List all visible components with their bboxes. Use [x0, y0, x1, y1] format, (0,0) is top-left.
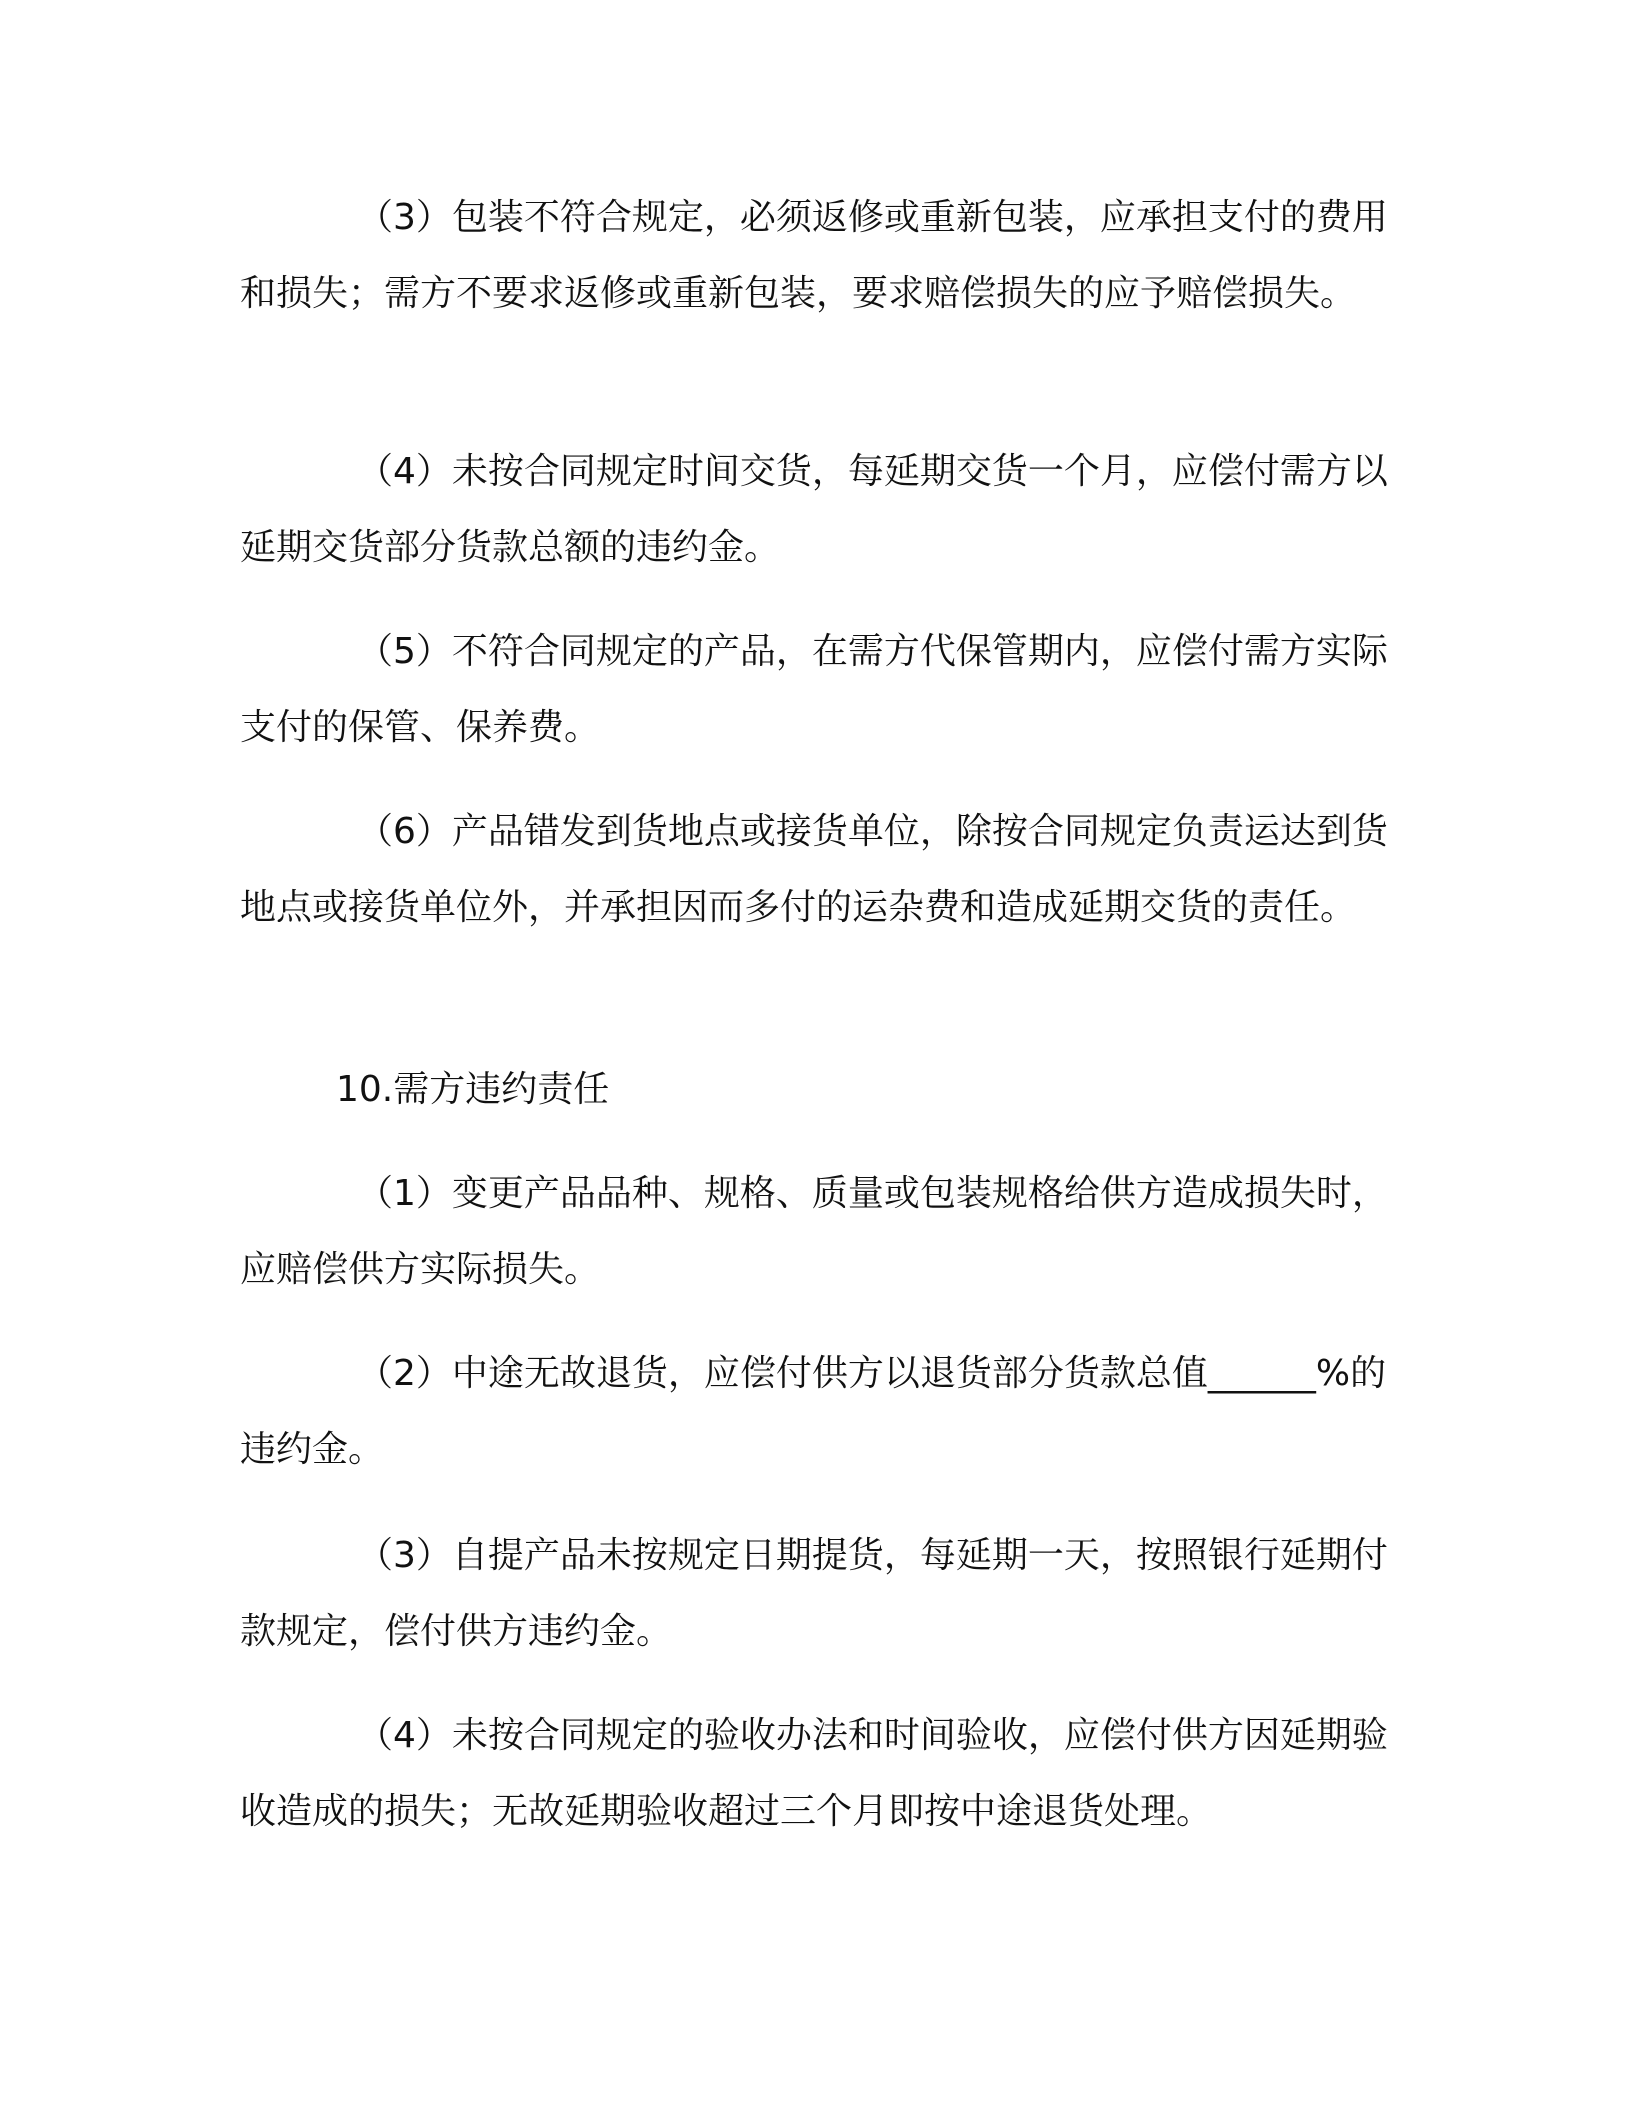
clause-buyer-2-returns: （2）中途无故退货，应偿付供方以退货部分货款总值______%的违约金。: [240, 1353, 1387, 1470]
clause-buyer-4-late-inspection: （4）未按合同规定的验收办法和时间验收，应偿付供方因延期验收造成的损失；无故延期验收超过三个月即按中途退货处理。: [240, 1715, 1388, 1832]
clause-supplier-5-nonconforming-products: （5）不符合同规定的产品，在需方代保管期内，应偿付需方实际支付的保管、保养费。: [240, 631, 1388, 748]
clause-supplier-6-wrong-delivery: （6）产品错发到货地点或接货单位，除按合同规定负责运达到货地点或接货单位外，并承担因而多付的运杂费和造成延期交货的责任。: [240, 811, 1388, 928]
section-heading-buyer-liability: 10.需方违约责任: [336, 1069, 610, 1110]
clause-supplier-4-late-delivery: （4）未按合同规定时间交货，每延期交货一个月，应偿付需方以延期交货部分货款总额的违约金。: [240, 451, 1388, 568]
clause-buyer-1-changes: （1）变更产品品种、规格、质量或包装规格给供方造成损失时，应赔偿供方实际损失。: [240, 1173, 1388, 1290]
clause-buyer-3-late-pickup: （3）自提产品未按规定日期提货，每延期一天，按照银行延期付款规定，偿付供方违约金。: [240, 1535, 1388, 1652]
clause-supplier-3-packaging: （3）包装不符合规定，必须返修或重新包装，应承担支付的费用和损失；需方不要求返修或重新包装，要求赔偿损失的应予赔偿损失。: [240, 197, 1388, 314]
